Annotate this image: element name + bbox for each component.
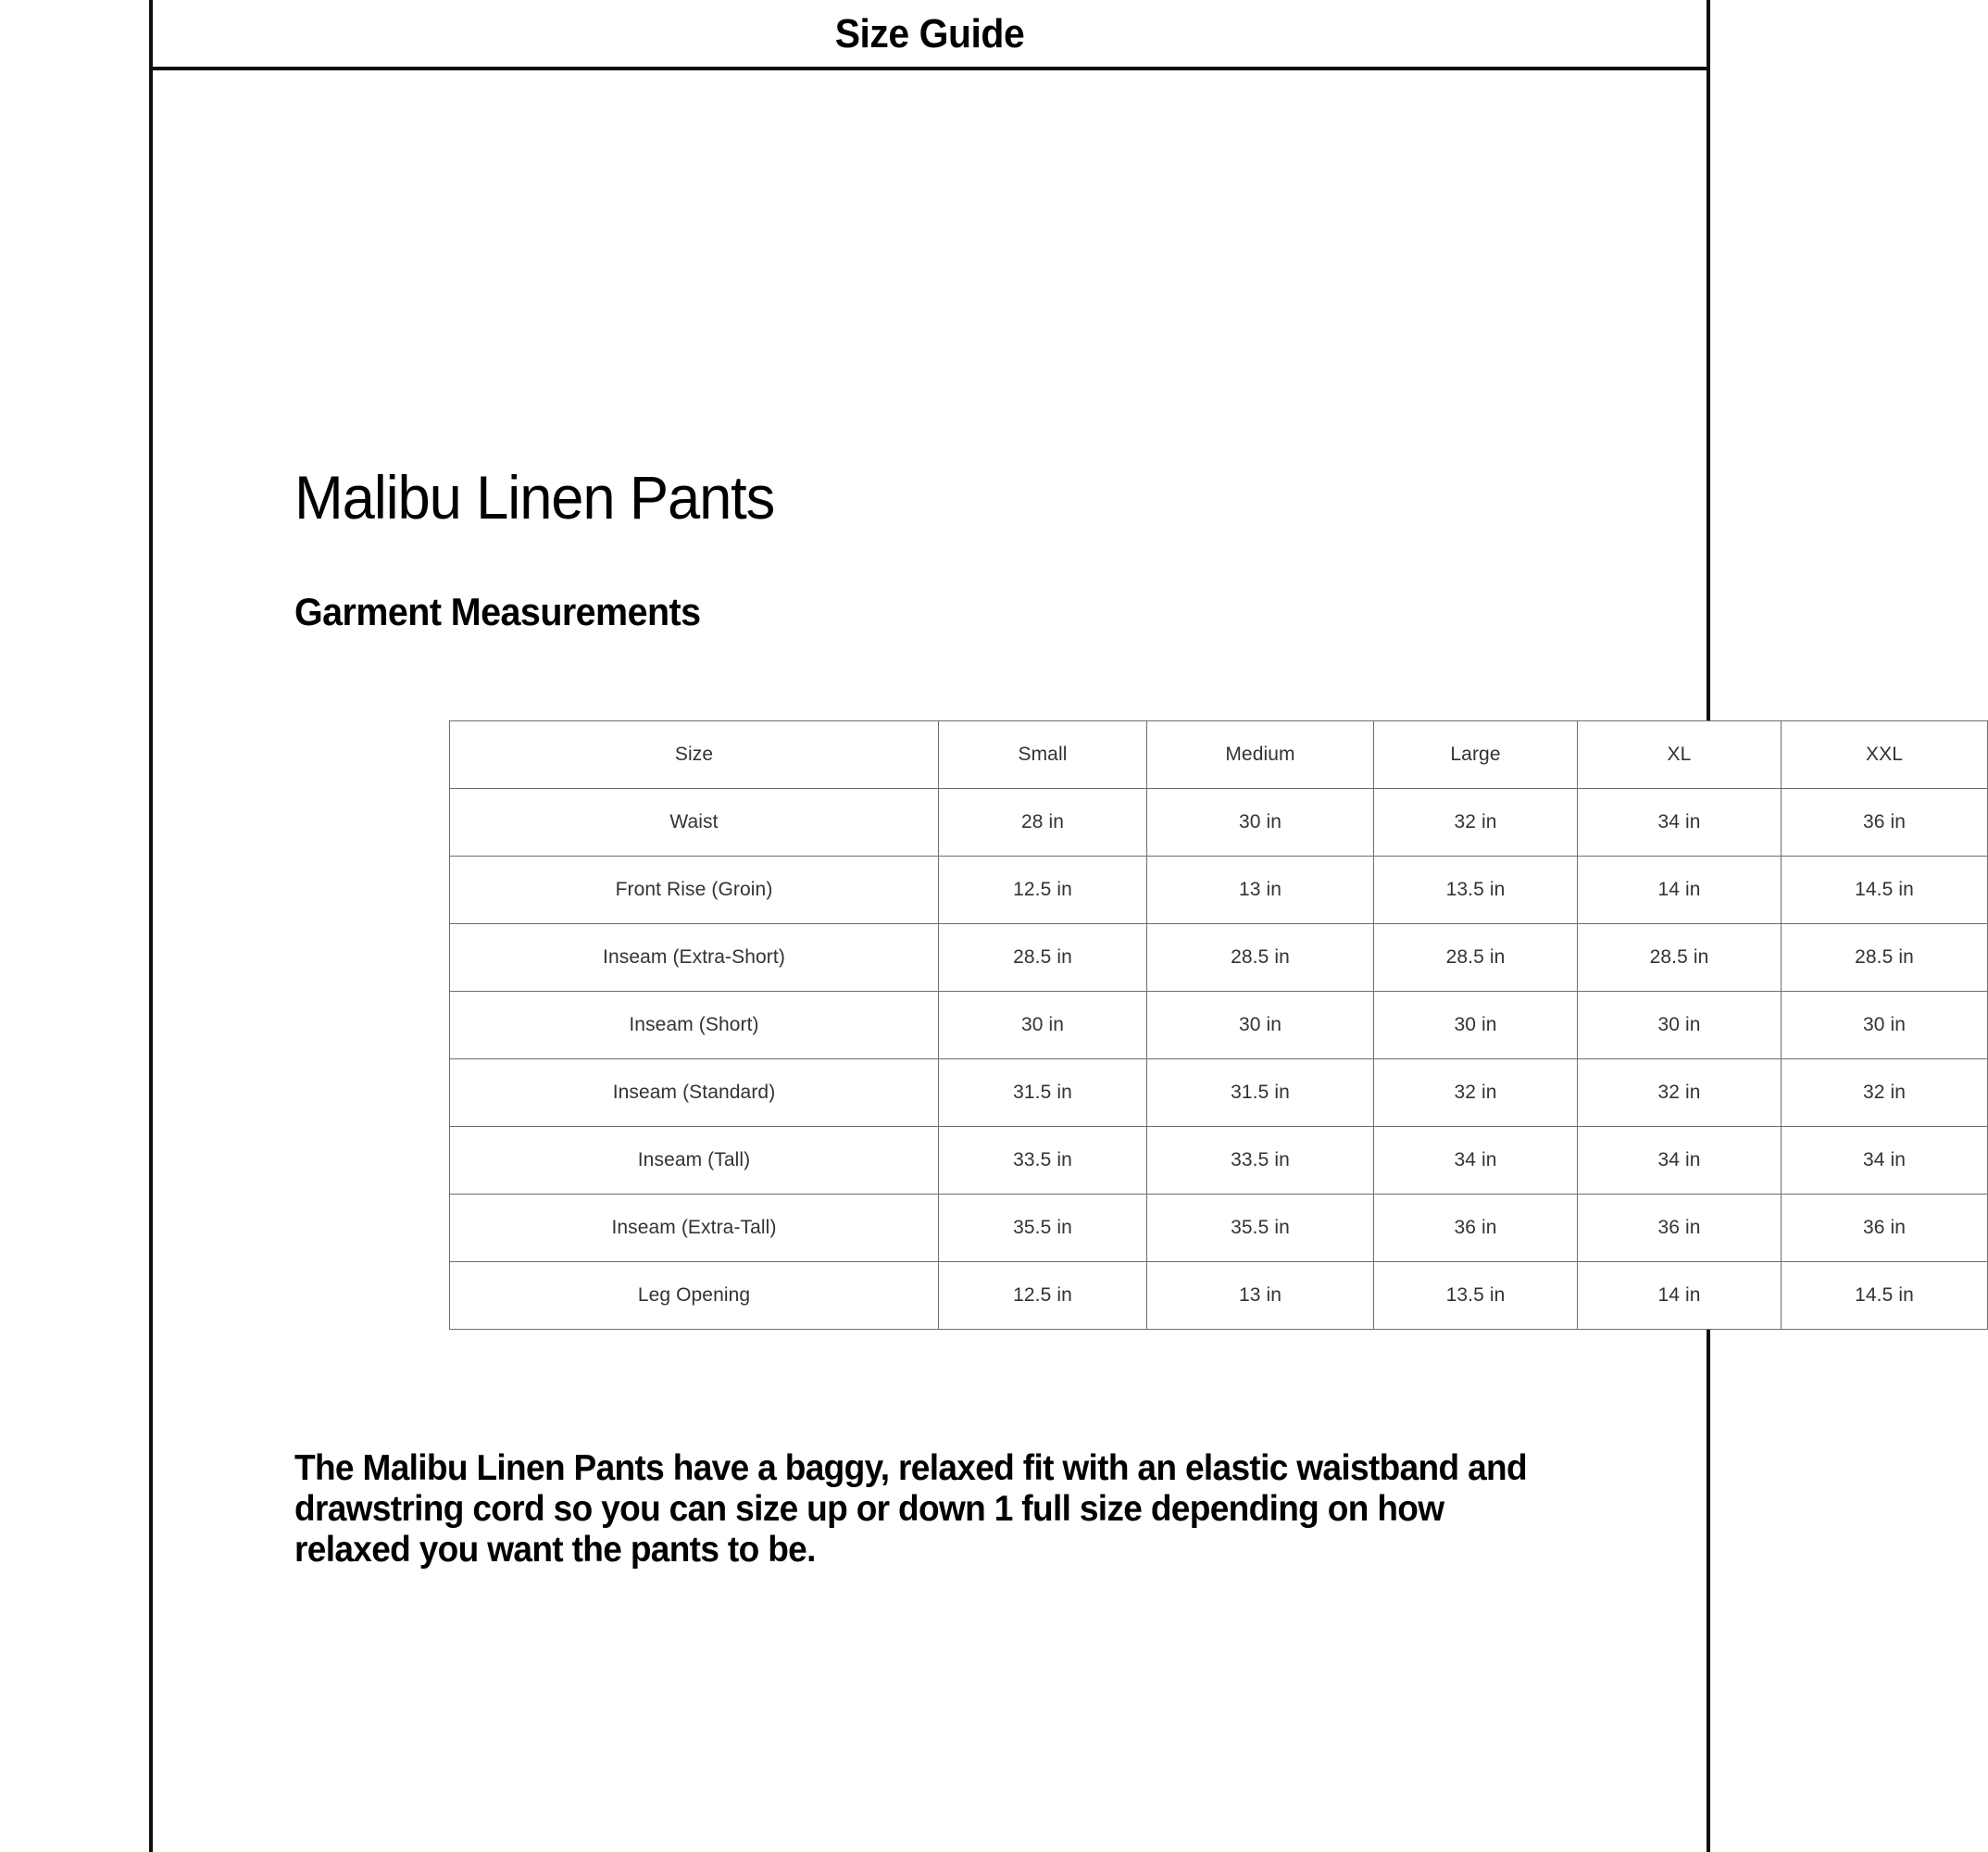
table-column-header: XL [1578,721,1782,789]
product-title: Malibu Linen Pants [294,463,775,532]
table-cell: 35.5 in [1147,1195,1374,1262]
table-cell: 30 in [1147,992,1374,1059]
table-row [450,924,1988,992]
table-column-header: Size [450,721,939,789]
table-cell: 32 in [1782,1059,1988,1127]
table-cell: 12.5 in [939,857,1147,924]
table-cell: 30 in [1147,789,1374,857]
table-cell: 31.5 in [1147,1059,1374,1127]
table-cell: 36 in [1782,789,1988,857]
page-header [153,0,1707,69]
table-cell: 32 in [1374,1059,1578,1127]
table-column-header: XXL [1782,721,1988,789]
table-row-label: Inseam (Extra-Tall) [450,1195,939,1262]
table-column-header: Medium [1147,721,1374,789]
page-header-divider [151,67,1708,70]
table-cell: 12.5 in [939,1262,1147,1330]
table-cell: 30 in [939,992,1147,1059]
table-row [450,1059,1988,1127]
table-cell: 13 in [1147,857,1374,924]
table-cell: 36 in [1374,1195,1578,1262]
page-header-title: Size Guide [834,11,1025,56]
fit-description: The Malibu Linen Pants have a baggy, relaxed fit with an elastic waistband and drawstring cord so you can size up or down 1 full size depending on how relaxed you want the pants to be. [294,1448,1527,1570]
table-row [450,992,1988,1059]
table-row [450,1127,1988,1195]
table-cell: 28.5 in [1147,924,1374,992]
table-row-label: Inseam (Extra-Short) [450,924,939,992]
table-row [450,1195,1988,1262]
table-cell: 14 in [1578,1262,1782,1330]
table-row-label: Leg Opening [450,1262,939,1330]
table-cell: 14 in [1578,857,1782,924]
table-row-label: Front Rise (Groin) [450,857,939,924]
measurements-table-container [449,720,1987,1330]
table-row-label: Inseam (Short) [450,992,939,1059]
table-cell: 34 in [1782,1127,1988,1195]
table-row [450,1262,1988,1330]
table-cell: 30 in [1782,992,1988,1059]
table-cell: 35.5 in [939,1195,1147,1262]
table-column-header: Small [939,721,1147,789]
table-cell: 13 in [1147,1262,1374,1330]
table-cell: 33.5 in [939,1127,1147,1195]
table-cell: 28.5 in [1782,924,1988,992]
table-cell: 30 in [1578,992,1782,1059]
table-cell: 36 in [1782,1195,1988,1262]
table-column-header: Large [1374,721,1578,789]
table-row-label: Inseam (Tall) [450,1127,939,1195]
table-cell: 28.5 in [1374,924,1578,992]
table-header-row [450,721,1988,789]
table-cell: 30 in [1374,992,1578,1059]
table-cell: 13.5 in [1374,857,1578,924]
table-cell: 33.5 in [1147,1127,1374,1195]
table-cell: 34 in [1578,789,1782,857]
table-row-label: Waist [450,789,939,857]
table-cell: 14.5 in [1782,857,1988,924]
table-cell: 32 in [1374,789,1578,857]
section-subtitle: Garment Measurements [294,589,701,633]
table-cell: 31.5 in [939,1059,1147,1127]
table-cell: 14.5 in [1782,1262,1988,1330]
table-cell: 28.5 in [939,924,1147,992]
table-cell: 36 in [1578,1195,1782,1262]
table-row-label: Inseam (Standard) [450,1059,939,1127]
table-cell: 34 in [1374,1127,1578,1195]
table-cell: 28.5 in [1578,924,1782,992]
table-cell: 34 in [1578,1127,1782,1195]
measurements-table [449,720,1988,1330]
page-frame-left-rule [149,0,153,1852]
table-cell: 13.5 in [1374,1262,1578,1330]
table-row [450,789,1988,857]
table-cell: 32 in [1578,1059,1782,1127]
table-cell: 28 in [939,789,1147,857]
table-row [450,857,1988,924]
